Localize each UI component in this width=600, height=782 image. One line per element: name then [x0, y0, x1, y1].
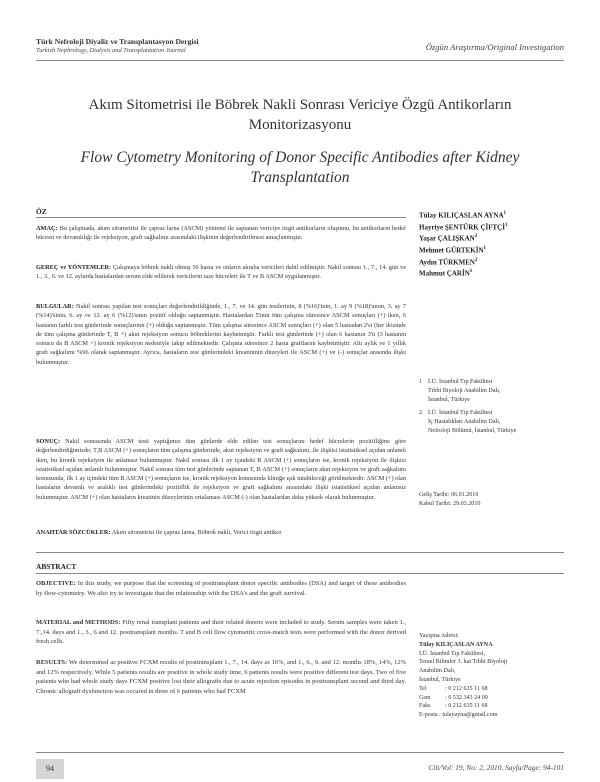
gerec-text: Çalışmaya böbrek nakli olmuş 50 hasta ve onların akraba vericileri dahil edilmiştir. Nakil sonrası 1., 7., 14. gün ve 1., 3., 6. ve 12. aylarda hastalardan serum elde edilerek vericilerin taze hücreleri ile T ve B ASCM uygulanmıştır.	[36, 264, 406, 281]
oz-sonuc	[36, 437, 406, 502]
affiliation-number: 2	[419, 410, 423, 416]
bulgular-label: BULGULAR:	[36, 303, 74, 310]
author-name: Mahmut ÇARİN$^1$	[419, 269, 473, 278]
oz-keywords	[36, 528, 406, 537]
sonuc-label: SONUÇ:	[36, 438, 61, 445]
affiliation-line: İç Hastalıkları Anabilim Dalı,	[428, 418, 501, 425]
email-row: E-posta : tulayayna@gmail.com	[419, 712, 498, 719]
keywords-label: ANAHTAR SÖZCÜKLER:	[36, 529, 111, 536]
address-line: Temel Bilimler 3. kat Tıbbi Biyoloji	[419, 659, 508, 666]
page-number: 94	[46, 764, 54, 773]
author-name: Tülay KILIÇASLAN AYNA$^1$	[419, 211, 507, 220]
objective-label: OBJECTIVE:	[36, 580, 76, 587]
journal-title: Türk Nefroloji Diyaliz ve Transplantasyon Dergisi	[36, 37, 199, 46]
author-name: Yaşar ÇALIŞKAN$^2$	[419, 234, 478, 243]
gerec-label: GEREÇ ve YÖNTEMLER:	[36, 264, 112, 271]
results-label: RESULTS:	[36, 659, 68, 666]
author-name: Mehmet GÜRTEKİN$^1$	[419, 245, 486, 255]
oz-heading: ÖZ	[36, 207, 47, 216]
affiliation	[419, 378, 569, 404]
fax-row: Faks : 0 212 635 11 68	[419, 703, 488, 710]
phone-row: Tel : 0 212 635 11 68	[419, 685, 488, 692]
gsm-row: Gsm : 0 532 343 24 09	[419, 694, 488, 701]
correspondence-name: Tülay KILIÇASLAN AYNA	[419, 641, 493, 648]
affiliation-line: İ.Ü. İstanbul Tıp Fakültesi	[428, 410, 493, 416]
keywords-text: Akım sitometrisi ile çapraz larna, Böbrek nakli, Verici özgü antikor	[111, 529, 282, 536]
methods-label: MATERIAL and METHODS:	[36, 619, 121, 626]
amac-label: AMAÇ:	[36, 225, 58, 232]
affiliation-line: İ.Ü. İstanbul Tıp Fakültesi	[428, 379, 493, 385]
oz-gerec	[36, 263, 406, 282]
affiliation-line: Nefroloji Bölümü, İstanbul, Türkiye	[428, 427, 517, 434]
abstract-results	[36, 658, 406, 697]
oz-amac	[36, 224, 406, 243]
title-english: Flow Cytometry Monitoring of Donor Specific Antibodies after Kidney Transplantation	[80, 149, 520, 186]
affiliation-line: İstanbul, Türkiye	[428, 396, 470, 403]
author-list	[419, 209, 565, 279]
abstract-divider	[36, 573, 564, 574]
section-label: Özgün Araştırma/Original Investigation	[425, 42, 564, 52]
bulgular-text: Nakil sonrası yapılan test sonuçları değerlendirildiğinde, 1., 7. ve 14. gün testlerinin, 8 (%16)'inin, 1. ay 9 (%18)'unun, 3. ay 7 (%14)'sinin, 6. ay ve 12. ay 6 (%12)'sının pozitif olduğu saptanmıştır. Hastalardan 5'inin tüm çalışma süresince ASCM sonuçları (+) iken, 6 hastanın farklı test günlerinde sonuçlarının (+) olduğu saptanmıştır. Tüm çalışma süresince ASCM sonuçları (+) olan 5 hastadan 2'si (her ikisinde de tüm çalışma günlerinde T, B +) akut rejeksiyon sonucu böbreklerini kaybetmiştir. Farklı test günlerinde (+) olan 6 hastanın 3'ü (3 hastanın sonucu da B ASCM +) kronik rejeksiyon nedeniyle takip edilmektedir. Çalışma süresince 2 hasta graftlarını kaybetmiştir. Altı aylık ve 1 yıllık graft sağkalımı %96 olarak saptanmıştır. Ayrıca, hastaların test günlerindeki kreatininin düzeyleri ile ASCM (+) ve (-) sonuçlar arasında ilişki bulunmuştur.	[36, 303, 407, 366]
article-dates	[419, 491, 565, 509]
objective-text: In this study, we purpose that the screening of posttransplant donor specific antibodies (DSA) and target of these antibodies by flow-cytometry. We also try to investigate that the relationship with the DSA's and the graft survival.	[36, 580, 406, 597]
sonuc-text: Nakil sonrasında ASCM testi yaptığımız tüm günlerde elde edilen test sonuçlarını hedef hücrelerin pozitifliğine göre değerlendirdiğimizde; T,B ASCM (+) sonuçların tüm çalışma günlerinde, akut rejeksiyon ve graft sağkalımı, ile ilişkisi istatistiksel açıdan anlamlı iken, bu kronik rejeksiyon ile anlamsız bulunmuştur. Nakil sonrası ilk 1 ay içindeki B ASCM (+) sonuçların ise, kronik rejeksiyon ile ilişkisi istatistiksel açıdan anlamlı bulunmuştur. Nakil sonrası tüm test günlerinde saptanan T, B ASCM (+) sonuçların akut rejeksiyon ve graft sağkalımı konusunda, ilk 1 ay içindeki tüm B ASCM (+) sonuçların ise, kronik rejeksiyon konusunda kliniğe ışık tutabileceği görülmektedir. ASCM (+) olan hastaların devamlı ve aralıklı test günlerindeki pozitiflik ile rejeksiyon ve graft sağkalımı arasındaki ilişki istatistiksel açıdan anlamsız bulunmuştur. ASCM (+) olan hastaların kreatinin düzeylerinin ortalaması ASCM (-) olan hastalardan daha yüksek olarak bulunmuştur.	[36, 438, 407, 501]
author-name: Aydın TÜRKMEN$^2$	[419, 257, 478, 266]
affiliation	[419, 409, 569, 435]
abstract-objective	[36, 579, 406, 598]
oz-divider	[36, 217, 406, 218]
correspondence-label: Yazışma Adresi:	[419, 633, 459, 639]
received-date: Geliş Tarihi: 06.01.2010	[419, 492, 479, 498]
address-line: İ.Ü. İstanbul Tıp Fakültesi,	[419, 650, 485, 657]
address-line: İstanbul, Türkiye	[419, 676, 461, 683]
abstract-heading: ABSTRACT	[36, 562, 77, 571]
results-text: We determined as positive FCXM results of posttransplant 1., 7., 14. days as 16%, and 1., 6., 9. and 12. months 18%, 14%, 12% and 12% respectively. While 5 patients results are positive in whole study time, 6 patients results were positive different test days. Two of five patients who had whole study days FCXM positive lost their allografts due to acute rejection episodes in posttransplant second and third day. Chronic allograft dysfunction was occured in three of 6 patients who had FCXM	[36, 659, 406, 696]
correspondence	[419, 632, 565, 720]
affiliation-line: Tıbbi Biyoloji Anabilim Dalı,	[428, 387, 501, 394]
abstract-methods	[36, 618, 406, 647]
oz-bulgular	[36, 302, 406, 367]
methods-text: Fifty renal transplant patients and their related donors were included to study. Serum samples were taken 1., 7.,14. days and 1., 3., 6 and 12. posttransplant months. T and B cell flow cytometric cross-match tests were performed with the donor derived fresh cells.	[36, 619, 407, 646]
volume-info: Cilt/Vol: 19, No: 2, 2010, Sayfa/Page: 94-101	[428, 763, 564, 772]
accepted-date: Kabul Tarihi: 29.03.2010	[419, 500, 481, 507]
journal-subtitle: Turkish Nephrology, Dialysis and Transplantation Journal	[36, 47, 186, 54]
abstract-top-divider	[36, 552, 564, 553]
footer-divider	[36, 752, 564, 753]
author-name: Hayriye ŞENTÜRK ÇİFTÇİ$^1$	[419, 222, 508, 231]
title-turkish: Akım Sitometrisi ile Böbrek Nakli Sonrası Vericiye Özgü Antikorların Monitorizasyonu	[88, 97, 512, 133]
address-line: Anabilim Dalı,	[419, 668, 456, 675]
amac-text: Bu çalışmada, akım sitometrisi ile çapraz larna (ASCM) yöntemi ile saptanan vericiye özgü antikorların oluşumu, bu antikorların hedef hücresi ve devamlılığı ile rejeksiyon, graft sağkalımı arasındaki ilişkinin değerlendirilmesi amaçlanmıştır.	[36, 225, 406, 242]
header-divider	[36, 60, 564, 61]
affiliation-number: 1	[419, 379, 423, 385]
